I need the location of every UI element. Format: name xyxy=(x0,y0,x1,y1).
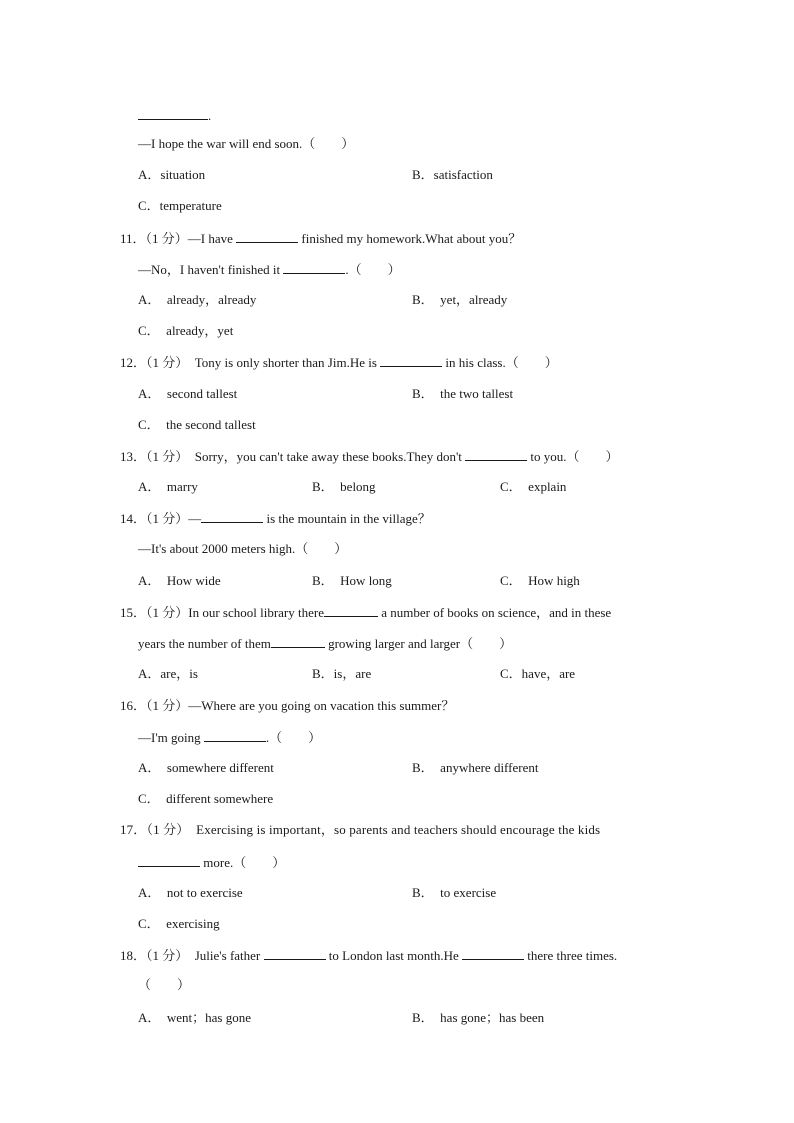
q17-option-a: A． not to exercise xyxy=(138,885,243,900)
answer-blank xyxy=(465,448,527,461)
q13-option-a: A． marry xyxy=(138,479,198,494)
answer-blank xyxy=(204,729,266,742)
q15-option-b: B．is，are xyxy=(312,666,372,681)
q14-option-a: A． How wide xyxy=(138,573,221,588)
q17-stem: 17．（1 分） Exercising is important，so parents and teachers should encourage the kids xyxy=(120,822,601,837)
answer-blank xyxy=(283,261,345,274)
q14-option-c: C． How high xyxy=(500,573,580,588)
q15-option-c: C．have，are xyxy=(500,666,576,681)
q15-stem-cont: years the number of them growing larger and larger（ ） xyxy=(138,636,513,651)
q16-response: —I'm going .（ ） xyxy=(138,730,322,745)
q18-option-a: A． went；has gone xyxy=(138,1010,252,1025)
q10-option-a: A．situation xyxy=(138,167,206,182)
q11-option-a: A． already，already xyxy=(138,292,257,307)
answer-blank xyxy=(271,635,325,648)
answer-blank xyxy=(138,107,208,120)
answer-blank xyxy=(380,354,442,367)
q15-option-a: A．are，is xyxy=(138,666,198,681)
q10-answer-blank-line: . xyxy=(138,107,211,124)
answer-blank xyxy=(201,510,263,523)
q12-option-b: B． the two tallest xyxy=(412,386,514,401)
q16-stem: 16．（1 分）—Where are you going on vacation this summer？ xyxy=(120,698,455,713)
q14-option-b: B． How long xyxy=(312,573,392,588)
q12-stem: 12．（1 分） Tony is only shorter than Jim.He is in his class.（ ） xyxy=(120,355,558,370)
q14-response: —It's about 2000 meters high.（ ） xyxy=(138,541,348,556)
answer-blank xyxy=(264,947,326,960)
q12-option-c: C． the second tallest xyxy=(138,417,256,432)
q17-option-c: C． exercising xyxy=(138,916,220,931)
q12-option-a: A． second tallest xyxy=(138,386,238,401)
answer-blank xyxy=(462,947,524,960)
q11-option-c: C． already，yet xyxy=(138,323,234,338)
q17-option-b: B． to exercise xyxy=(412,885,497,900)
q17-stem-cont: more.（ ） xyxy=(138,854,285,871)
q10-option-b: B．satisfaction xyxy=(412,167,493,182)
q13-stem: 13．（1 分） Sorry，you can't take away these books.They don't to you.（ ） xyxy=(120,449,619,464)
q10-response: —I hope the war will end soon.（ ） xyxy=(138,136,355,151)
q11-stem: 11．（1 分）—I have finished my homework.What about you？ xyxy=(120,231,522,246)
q14-stem: 14．（1 分）— is the mountain in the village？ xyxy=(120,511,431,526)
q16-option-a: A． somewhere different xyxy=(138,760,274,775)
q15-stem: 15．（1 分）In our school library there a number of books on science，and in these xyxy=(120,605,612,620)
q11-option-b: B． yet，already xyxy=(412,292,508,307)
answer-blank xyxy=(324,604,378,617)
answer-blank xyxy=(236,230,298,243)
q13-option-c: C． explain xyxy=(500,479,567,494)
q18-stem: 18．（1 分） Julie's father to London last month.He there three times. xyxy=(120,948,618,963)
q18-answer-paren: （ ） xyxy=(138,977,191,992)
q16-option-c: C． different somewhere xyxy=(138,791,274,806)
q13-option-b: B． belong xyxy=(312,479,376,494)
q18-option-b: B． has gone；has been xyxy=(412,1010,545,1025)
answer-blank xyxy=(138,854,200,867)
q16-option-b: B． anywhere different xyxy=(412,760,539,775)
q10-option-c: C．temperature xyxy=(138,198,222,213)
q11-response: —No，I haven't finished it .（ ） xyxy=(138,262,401,277)
